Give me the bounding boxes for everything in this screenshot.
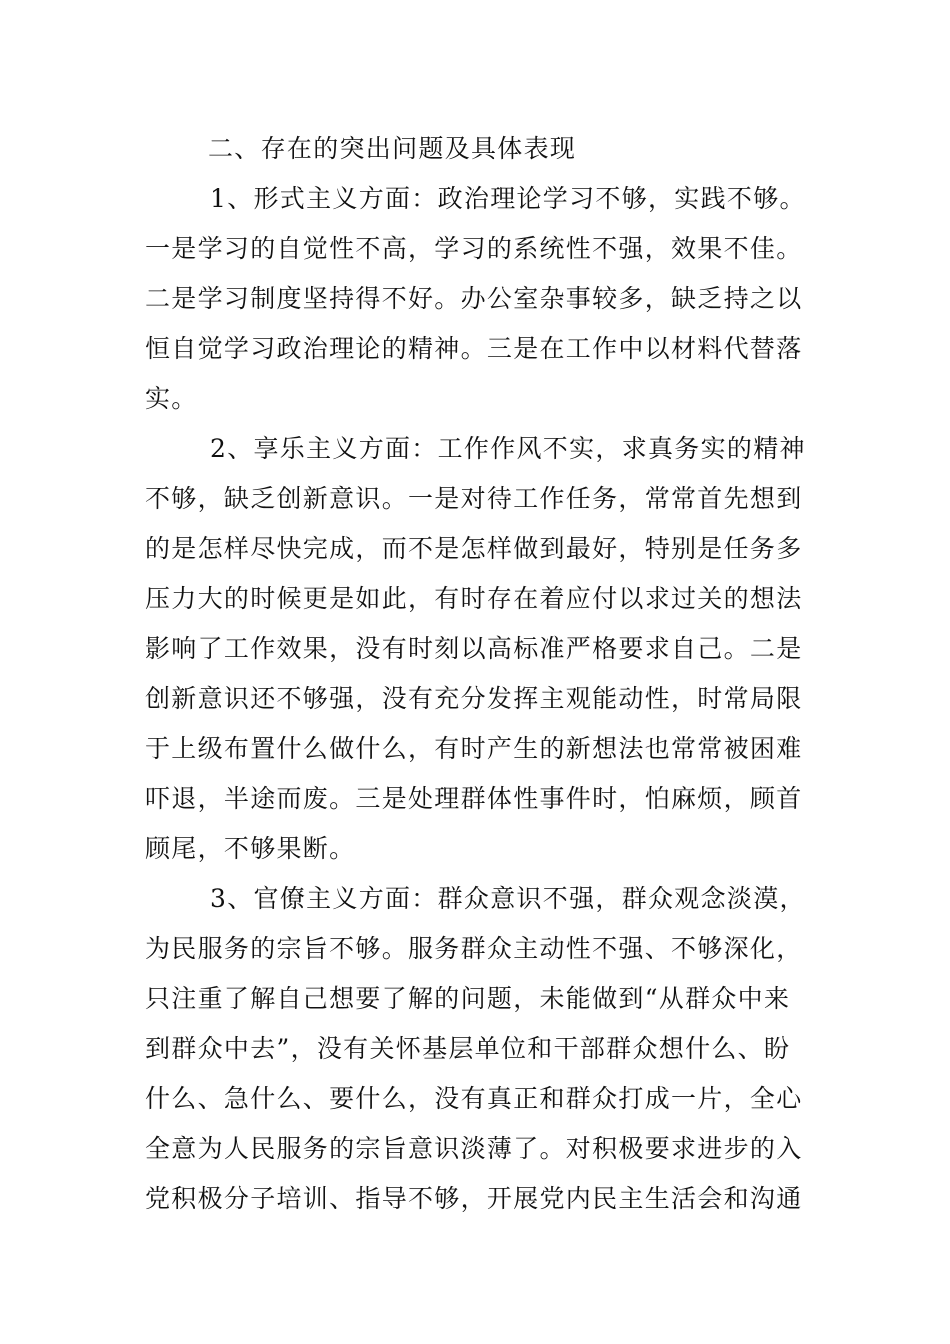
paragraph-1-line-3: 二是学习制度坚持得不好。办公室杂事较多，缺乏持之以 [145,284,803,313]
paragraph-2-line-5: 影响了工作效果，没有时刻以高标准严格要求自己。二是 [145,634,803,663]
paragraph-1-line-2: 一是学习的自觉性不高，学习的系统性不强，效果不佳。 [145,234,803,263]
paragraph-3-line-6: 全意为人民服务的宗旨意识淡薄了。对积极要求进步的入 [145,1134,803,1163]
paragraph-2-line-7: 于上级布置什么做什么，有时产生的新想法也常常被困难 [145,734,803,763]
section-heading: 二、存在的突出问题及具体表现 [208,134,577,163]
paragraph-2-line-4: 压力大的时候更是如此，有时存在着应付以求过关的想法 [145,584,803,613]
paragraph-1-line-1: 1、形式主义方面：政治理论学习不够，实践不够。 [210,184,806,213]
paragraph-3-line-7: 党积极分子培训、指导不够，开展党内民主生活会和沟通 [145,1184,803,1213]
paragraph-3-line-3: 只注重了解自己想要了解的问题，未能做到“从群众中来 [145,984,791,1013]
paragraph-2-line-9: 顾尾，不够果断。 [145,834,356,863]
paragraph-1-line-4: 恒自觉学习政治理论的精神。三是在工作中以材料代替落 [145,334,803,363]
paragraph-3-line-1: 3、官僚主义方面：群众意识不强，群众观念淡漠， [210,884,806,913]
paragraph-2-line-3: 的是怎样尽快完成，而不是怎样做到最好，特别是任务多 [145,534,803,563]
paragraph-3-line-4: 到群众中去”，没有关怀基层单位和干部群众想什么、盼 [145,1034,791,1063]
paragraph-3-line-2: 为民服务的宗旨不够。服务群众主动性不强、不够深化， [145,934,803,963]
paragraph-2-line-6: 创新意识还不够强，没有充分发挥主观能动性，时常局限 [145,684,803,713]
paragraph-1-line-5: 实。 [145,384,198,413]
paragraph-2-line-2: 不够，缺乏创新意识。一是对待工作任务，常常首先想到 [145,484,803,513]
paragraph-2-line-8: 吓退，半途而废。三是处理群体性事件时，怕麻烦，顾首 [145,784,803,813]
paragraph-2-line-1: 2、享乐主义方面：工作作风不实，求真务实的精神 [210,434,806,463]
paragraph-3-line-5: 什么、急什么、要什么，没有真正和群众打成一片，全心 [145,1084,803,1113]
